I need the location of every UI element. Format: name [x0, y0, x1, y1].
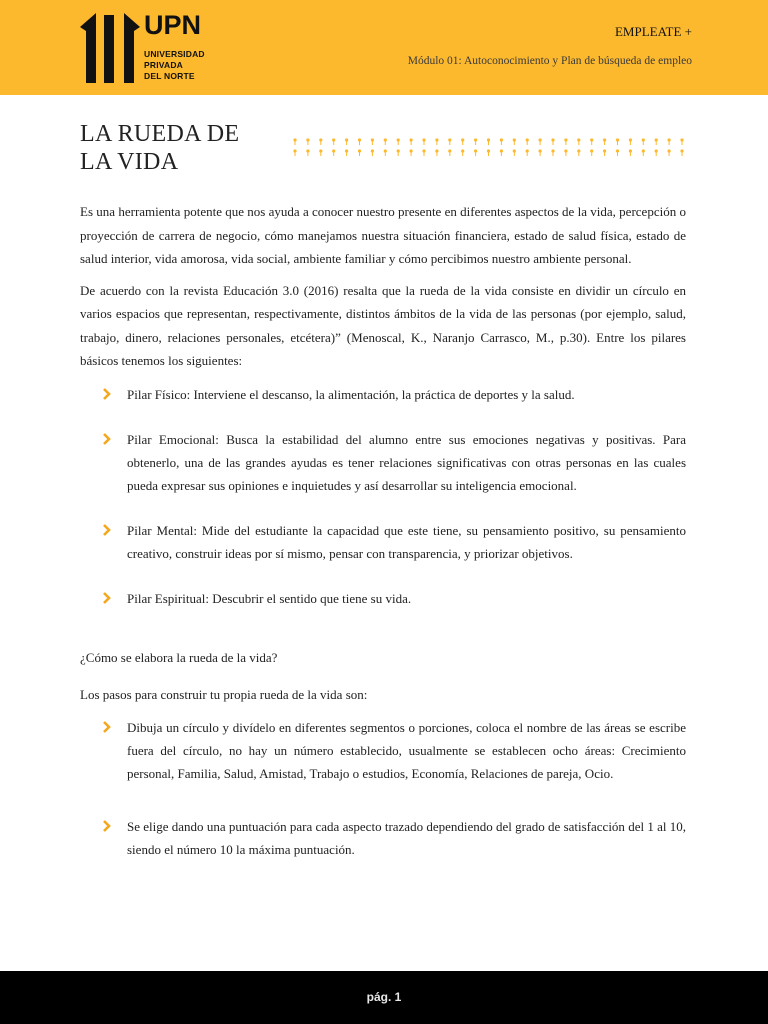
chevron-right-icon [102, 387, 112, 401]
upn-logo-mark-icon [80, 13, 140, 83]
chevron-right-icon [102, 523, 112, 537]
page-number: pág. 1 [366, 990, 402, 1004]
logo-line-1: UNIVERSIDAD [144, 49, 205, 59]
logo-line-3: DEL NORTE [144, 71, 195, 81]
steps-list [80, 716, 686, 861]
logo-name: UPN [144, 10, 202, 40]
list-item [80, 716, 686, 785]
main-content [80, 200, 686, 861]
chevron-right-icon [102, 591, 112, 605]
pillar-list [80, 383, 686, 610]
course-title: EMPLEATE + [614, 24, 692, 39]
list-item [80, 519, 686, 565]
source-paragraph: De acuerdo con la revista Educación 3.0 (2016) resalta que la rueda de la vida consiste en dividir un círculo en varios espacios que representan, respectivamente, distintos ámbitos de la vida de las personas (por ejemplo, salud, trabajo, dinero, relaciones personales, etcétera)” (Menoscal, K., Naranjo Carrasco, M., p.30). Entre los pilares básicos tenemos los siguientes: [80, 282, 686, 368]
step-text: Dibuja un círculo y divídelo en diferentes segmentos o porciones, coloca el nombre de las áreas se escribe fuera del círculo, no hay un número establecido, usualmente se establecen ocho áreas: Crecimiento personal, Familia, Salud, Amistad, Trabajo o estudios, Economía, Relaciones de pareja, Ocio. [127, 719, 686, 781]
pillar-text: Pilar Físico: Interviene el descanso, la alimentación, la práctica de deportes y la salud. [127, 386, 575, 402]
chevron-right-icon [102, 819, 112, 833]
pillar-text: Pilar Emocional: Busca la estabilidad del alumno entre sus emociones negativas y positivas. Para obtenerlo, una de las grandes ayudas es tener relaciones significativas con otras personas en las cuales pueda expresar sus opiniones e inquietudes y así desarrollar su inteligencia emocional. [127, 431, 686, 493]
page-title: LA RUEDA DE LA VIDA [80, 121, 240, 175]
chevron-right-icon [102, 720, 112, 734]
chevron-right-icon [102, 432, 112, 446]
list-item [80, 587, 686, 610]
intro-paragraph: Es una herramienta potente que nos ayuda a conocer nuestro presente en diferentes aspectos de la vida, percepción o proyección de carrera de negocio, cómo manejamos nuestra situación financiera, estado de salud física, estado de salud interior, vida amorosa, vida social, ambiente familiar y cómo percibimos nuestro ambiente personal. [80, 204, 686, 266]
page-footer [0, 971, 768, 1024]
list-item [80, 428, 686, 497]
pillar-text: Pilar Espiritual: Descubrir el sentido que tiene su vida. [127, 590, 412, 606]
step-text: Se elige dando una puntuación para cada aspecto trazado dependiendo del grado de satisfacción del 1 al 10, siendo el número 10 la máxima puntuación. [127, 818, 686, 857]
list-item [80, 815, 686, 861]
page-header [0, 0, 768, 95]
question-text: ¿Cómo se elabora la rueda de la vida? [80, 649, 278, 665]
pillar-text: Pilar Mental: Mide del estudiante la capacidad que este tiene, su pensamiento positivo, su pensamiento creativo, construir ideas por sí mismo, pensar con transparencia, y priorizar objetivos. [127, 522, 686, 561]
steps-intro: Los pasos para construir tu propia rueda de la vida son: [80, 686, 368, 702]
upn-logo [80, 10, 210, 85]
list-item [80, 383, 686, 406]
module-subtitle: Módulo 01: Autoconocimiento y Plan de búsqueda de empleo [407, 55, 692, 67]
dotted-pattern-decoration [292, 137, 686, 159]
logo-line-2: PRIVADA [144, 60, 184, 70]
